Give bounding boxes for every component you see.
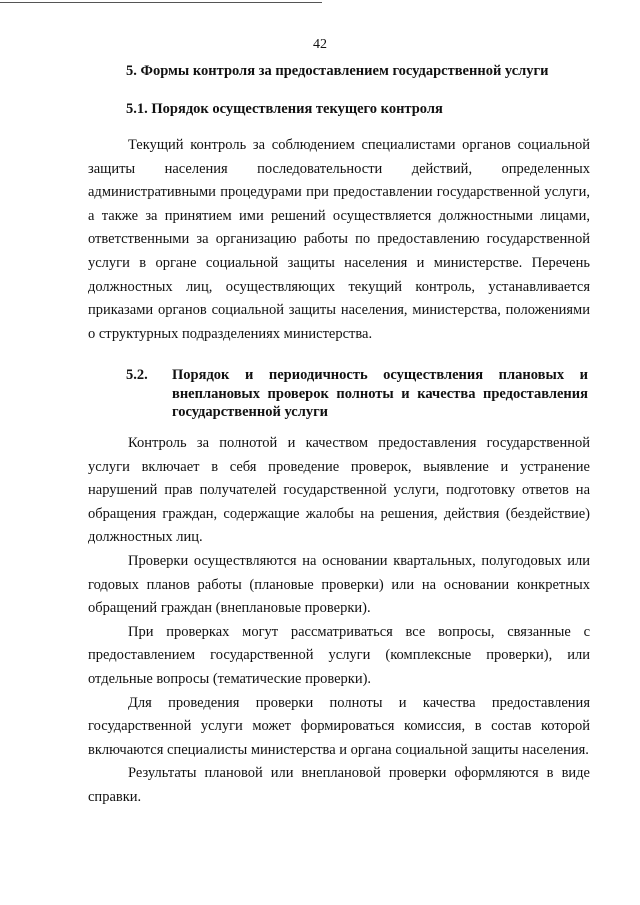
paragraph: Для проведения проверки полноты и качества предоставления государственной услуги может формироваться комиссия, в состав которой включаются специалисты министерства и органа социальной защиты населения. bbox=[88, 694, 590, 758]
page-number: 42 bbox=[313, 37, 327, 52]
subsection-heading-5-2: Порядок и периодичность осуществления плановых и внеплановых проверок полноты и качества предоставления государственной услуги bbox=[172, 367, 588, 420]
paragraph: Проверки осуществляются на основании квартальных, полугодовых или годовых планов работы (плановые проверки) или на основании конкретных обращений граждан (внеплановые проверки). bbox=[88, 552, 590, 617]
paragraph: Контроль за полнотой и качеством предоставления государственной услуги включает в себя проведение проверок, выявление и устранение нарушений прав получателей государственной услуги, подготовку ответов на обращения граждан, содержащие жалобы на решения, действия (бездействие) должностных лиц. bbox=[88, 435, 590, 546]
subsection-5-1-body bbox=[88, 134, 590, 346]
paragraph: При проверках могут рассматриваться все вопросы, связанные с предоставлением государственной услуги (комплексные проверки), или отдельные вопросы (тематические проверки). bbox=[88, 623, 590, 687]
paragraph: Результаты плановой или внеплановой проверки оформляются в виде справки. bbox=[88, 765, 590, 805]
subsection-5-2-body bbox=[88, 432, 590, 810]
subsection-number-5-2: 5.2. bbox=[126, 367, 148, 383]
paragraph: Текущий контроль за соблюдением специалистами органов социальной защиты населения последовательности действий, определенных административными процедурами при предоставлении государственной услуги, а также за принятием ими решений осуществляется должностными лицами, ответственными за организацию работы по предоставлению государственной услуги в органе социальной защиты населения и министерстве. Перечень должностных лиц, осуществляющих текущий контроль, устанавливается приказами органов социальной защиты населения, министерства, положениями о структурных подразделениях министерства. bbox=[88, 137, 590, 342]
section-heading: 5. Формы контроля за предоставлением государственной услуги bbox=[126, 63, 549, 79]
scan-edge-line bbox=[0, 2, 322, 3]
subsection-heading-5-1: 5.1. Порядок осуществления текущего контроля bbox=[126, 101, 443, 117]
